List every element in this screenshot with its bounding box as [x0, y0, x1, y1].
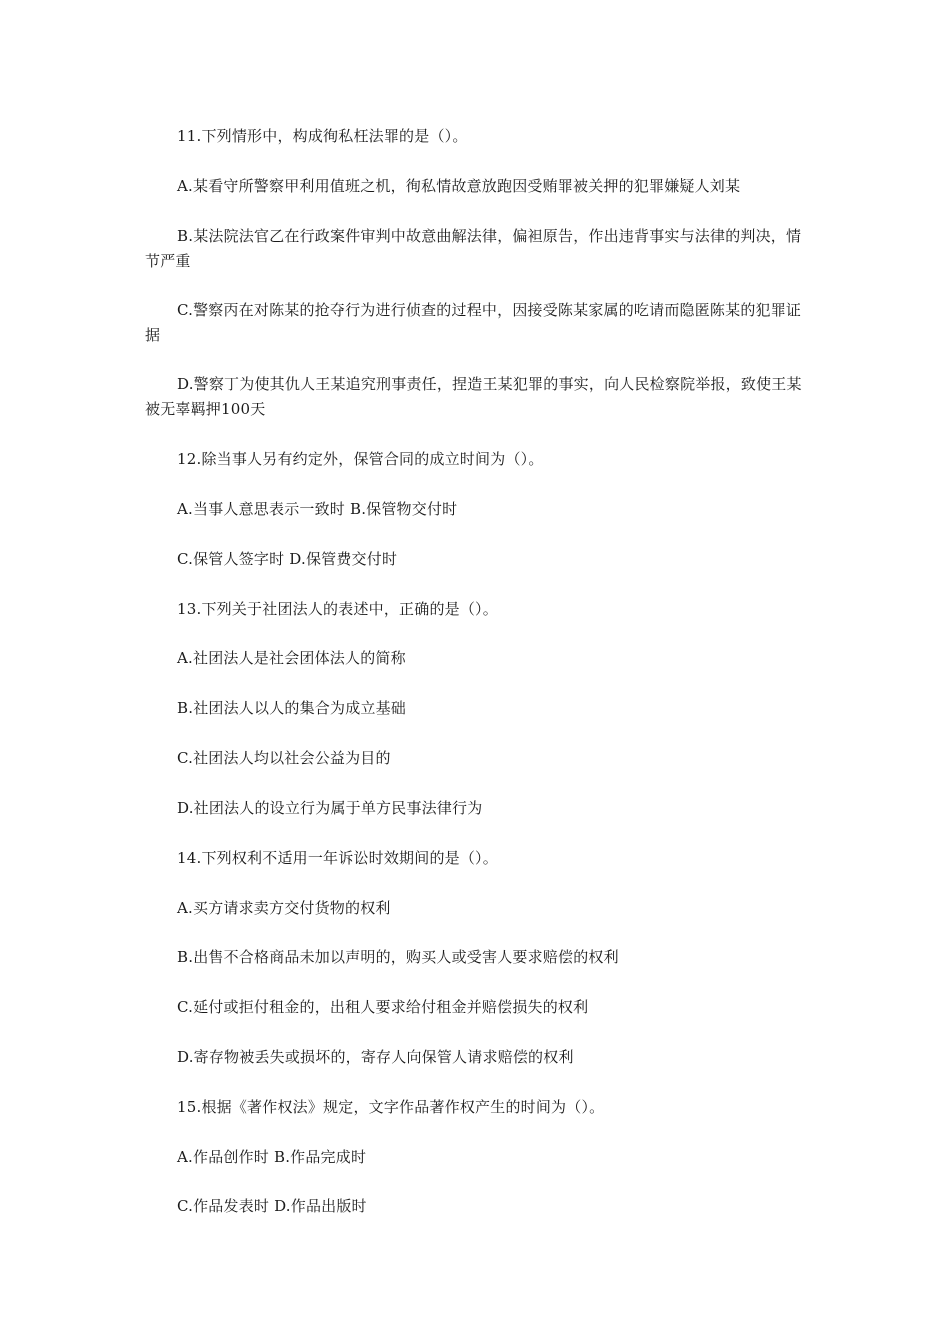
question-15-options-cd: C.作品发表时 D.作品出版时: [177, 1197, 367, 1215]
question-14-option-a: A.买方请求卖方交付货物的权利: [177, 899, 391, 917]
question-11-option-c: C.警察丙在对陈某的抢夺行为进行侦查的过程中，因接受陈某家属的吃请而隐匿陈某的犯罪证据: [145, 301, 802, 344]
question-14-option-d: D.寄存物被丢失或损坏的，寄存人向保管人请求赔偿的权利: [177, 1048, 574, 1066]
question-13-option-d: D.社团法人的设立行为属于单方民事法律行为: [177, 799, 483, 817]
question-12-stem: 12.除当事人另有约定外，保管合同的成立时间为（）。: [177, 450, 544, 468]
question-13-option-a: A.社团法人是社会团体法人的简称: [177, 649, 406, 667]
question-14-stem: 14.下列权利不适用一年诉讼时效期间的是（）。: [177, 849, 498, 867]
question-14-option-c: C.延付或拒付租金的，出租人要求给付租金并赔偿损失的权利: [177, 998, 589, 1016]
question-11-stem: 11.下列情形中，构成徇私枉法罪的是（）。: [177, 127, 468, 145]
question-11-option-a: A.某看守所警察甲利用值班之机，徇私情故意放跑因受贿罪被关押的犯罪嫌疑人刘某: [177, 177, 741, 195]
question-15-options-ab: A.作品创作时 B.作品完成时: [177, 1148, 367, 1166]
question-14-option-b: B.出售不合格商品未加以声明的，购买人或受害人要求赔偿的权利: [177, 948, 619, 966]
question-11-option-d: D.警察丁为使其仇人王某追究刑事责任，捏造王某犯罪的事实，向人民检察院举报，致使王某被无辜羁押100天: [145, 375, 802, 418]
question-13-stem: 13.下列关于社团法人的表述中，正确的是（）。: [177, 600, 498, 618]
question-12-options-cd: C.保管人签字时 D.保管费交付时: [177, 550, 398, 568]
question-12-options-ab: A.当事人意思表示一致时 B.保管物交付时: [177, 500, 458, 518]
question-13-option-b: B.社团法人以人的集合为成立基础: [177, 699, 406, 717]
question-11-option-b: B.某法院法官乙在行政案件审判中故意曲解法律，偏袒原告，作出违背事实与法律的判决，情节严重: [145, 227, 802, 270]
question-15-stem: 15.根据《著作权法》规定，文字作品著作权产生的时间为（）。: [177, 1098, 605, 1116]
question-13-option-c: C.社团法人均以社会公益为目的: [177, 749, 391, 767]
